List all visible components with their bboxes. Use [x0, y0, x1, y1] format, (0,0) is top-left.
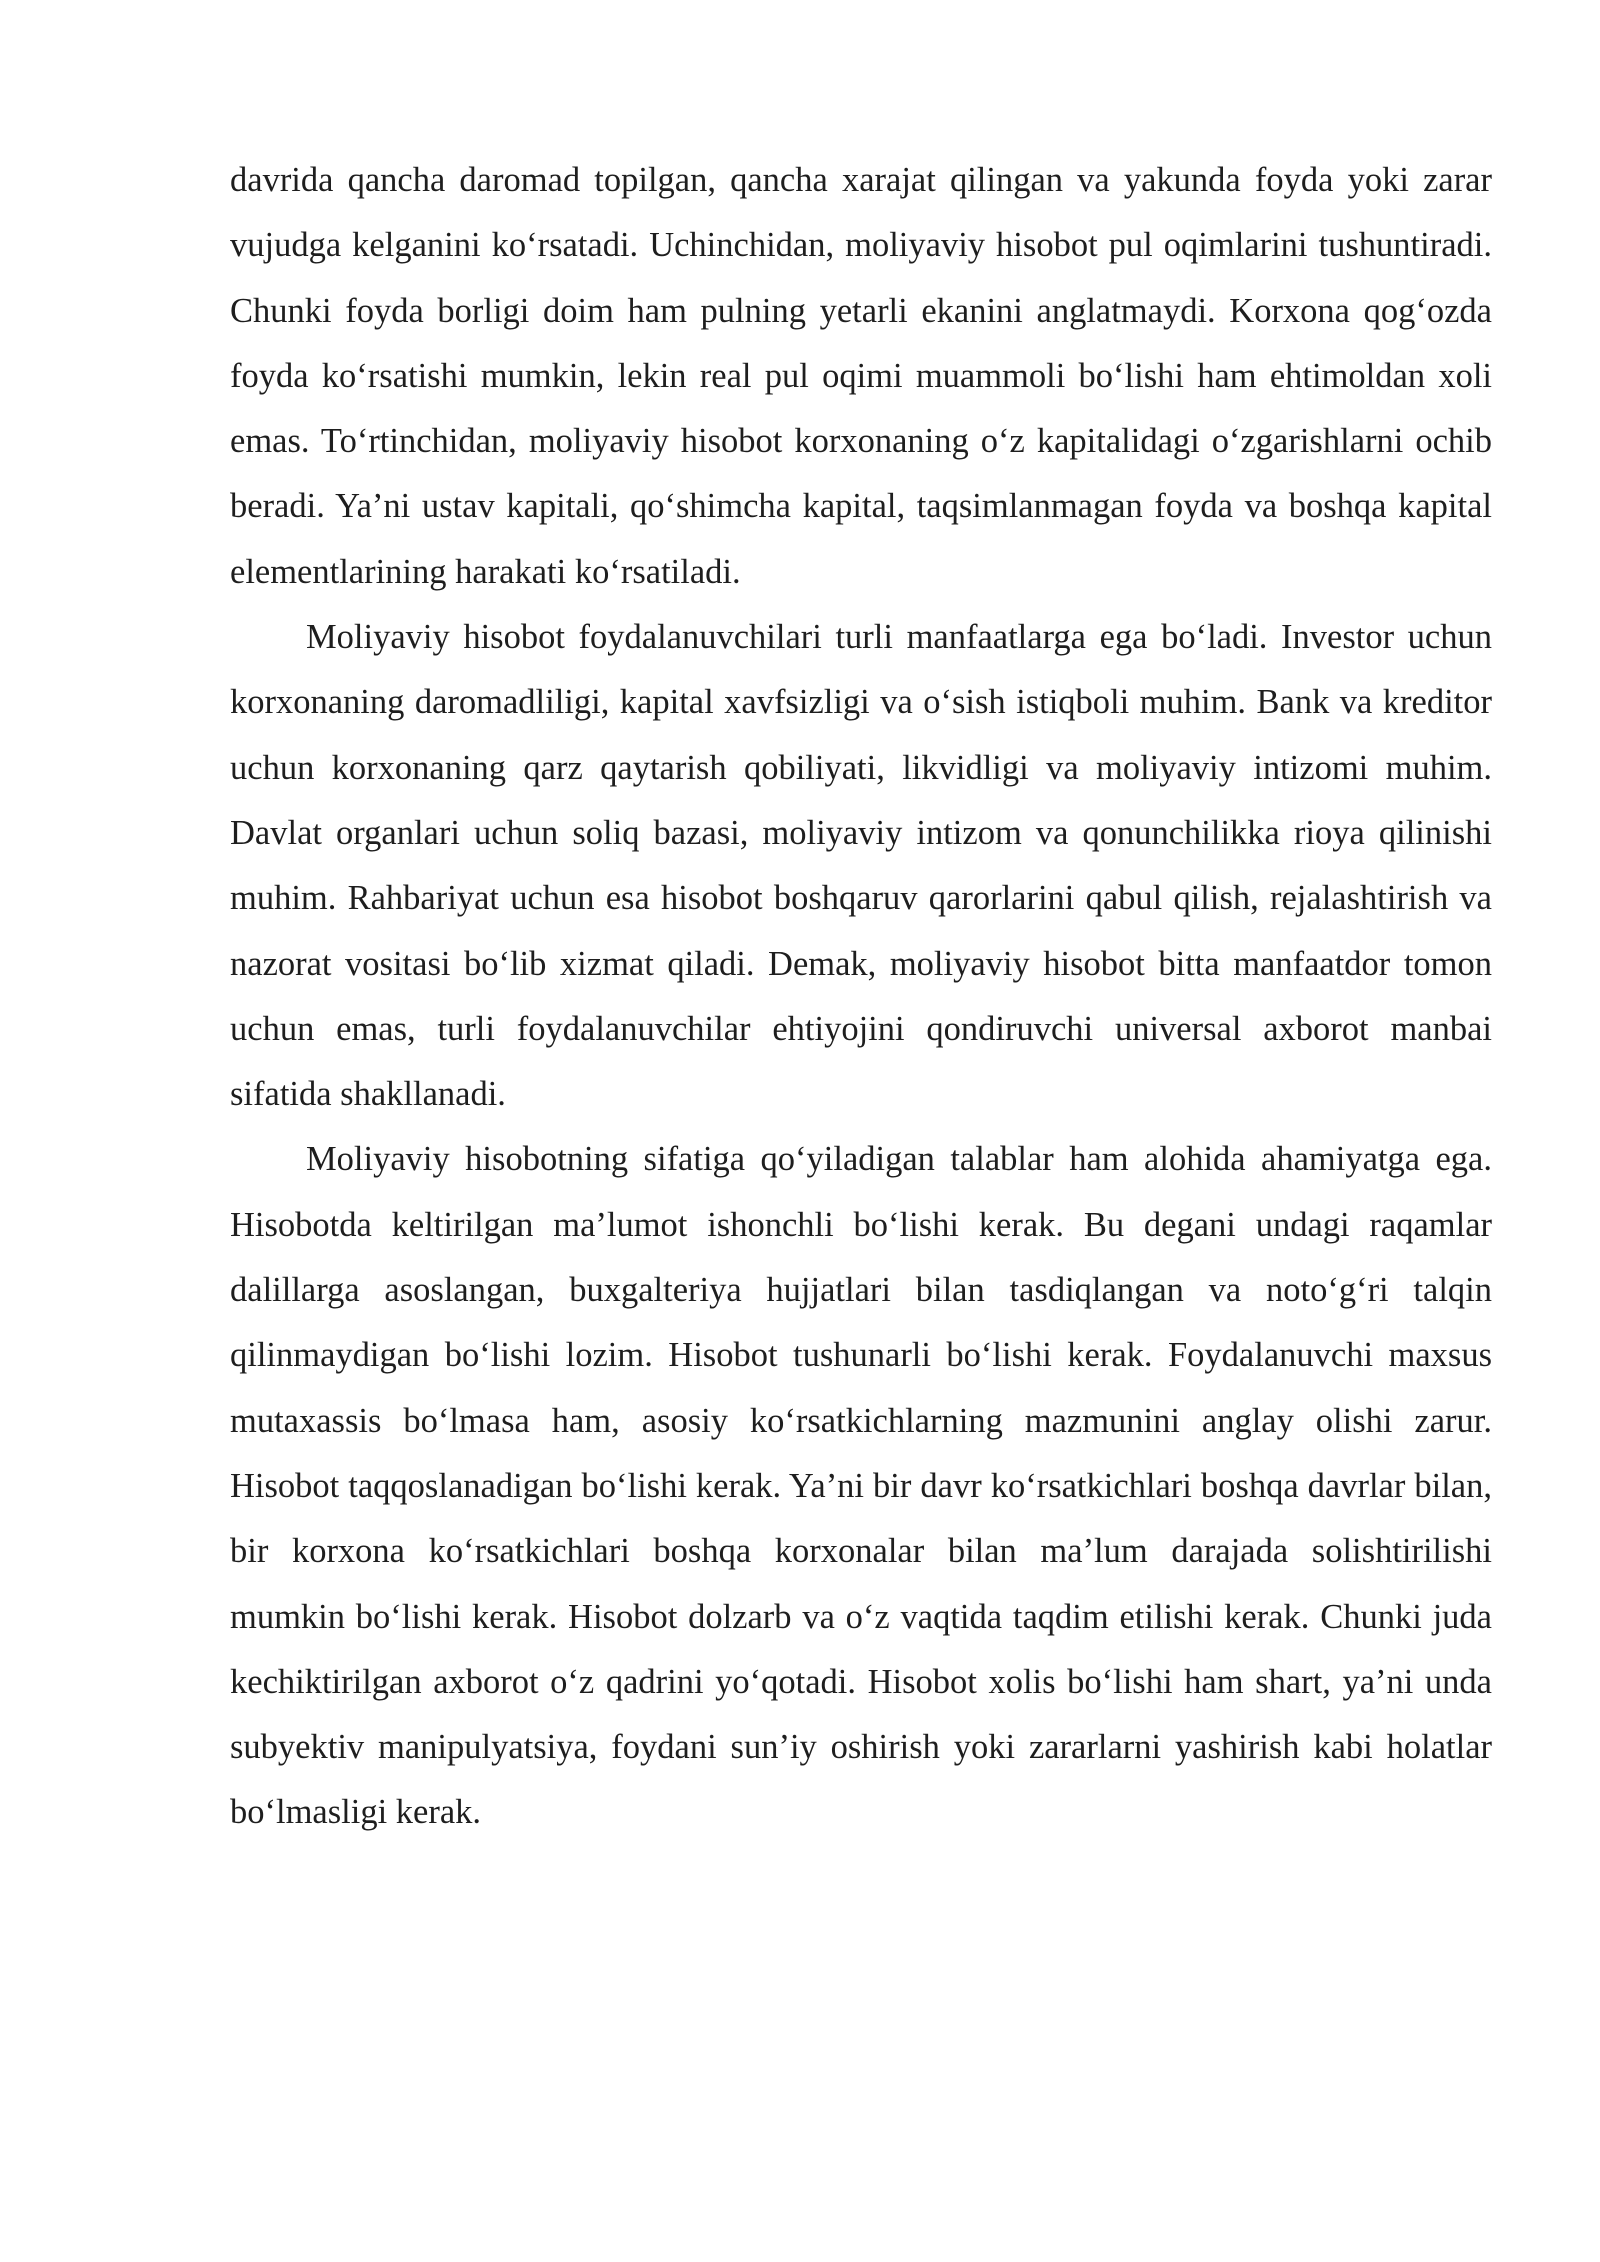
- body-text: [230, 148, 1492, 1846]
- paragraph-continuation: davrida qancha daromad topilgan, qancha xarajat qilingan va yakunda foyda yoki zarar vujudga kelganini ko‘rsatadi. Uchinchidan, moliyaviy hisobot pul oqimlarini tushuntiradi. Chunki foyda borligi doim ham pulning yetarli ekanini anglatmaydi. Korxona qog‘ozda foyda ko‘rsatishi mumkin, lekin real pul oqimi muammoli bo‘lishi ham ehtimoldan xoli emas. To‘rtinchidan, moliyaviy hisobot korxonaning o‘z kapitalidagi o‘zgarishlarni ochib beradi. Ya’ni ustav kapitali, qo‘shimcha kapital, taqsimlanmagan foyda va boshqa kapital elementlarining harakati ko‘rsatiladi.: [230, 161, 1492, 591]
- paragraph-quality-requirements: Moliyaviy hisobotning sifatiga qo‘yiladigan talablar ham alohida ahamiyatga ega. Hisobotda keltirilgan ma’lumot ishonchli bo‘lishi kerak. Bu degani undagi raqamlar dalillarga asoslangan, buxgalteriya hujjatlari bilan tasdiqlangan va noto‘g‘ri talqin qilinmaydigan bo‘lishi lozim. Hisobot tushunarli bo‘lishi kerak. Foydalanuvchi maxsus mutaxassis bo‘lmasa ham, asosiy ko‘rsatkichlarning mazmunini anglay olishi zarur. Hisobot taqqoslanadigan bo‘lishi kerak. Ya’ni bir davr ko‘rsatkichlari boshqa davrlar bilan, bir korxona ko‘rsatkichlari boshqa korxonalar bilan ma’lum darajada solishtirilishi mumkin bo‘lishi kerak. Hisobot dolzarb va o‘z vaqtida taqdim etilishi kerak. Chunki juda kechiktirilgan axborot o‘z qadrini yo‘qotadi. Hisobot xolis bo‘lishi ham shart, ya’ni unda subyektiv manipulyatsiya, foydani sun’iy oshirish yoki zararlarni yashirish kabi holatlar bo‘lmasligi kerak.: [230, 1140, 1492, 1832]
- paragraph-users: Moliyaviy hisobot foydalanuvchilari turli manfaatlarga ega bo‘ladi. Investor uchun korxonaning daromadliligi, kapital xavfsizligi va o‘sish istiqboli muhim. Bank va kreditor uchun korxonaning qarz qaytarish qobiliyati, likvidligi va moliyaviy intizomi muhim. Davlat organlari uchun soliq bazasi, moliyaviy intizom va qonunchilikka rioya qilinishi muhim. Rahbariyat uchun esa hisobot boshqaruv qarorlarini qabul qilish, rejalashtirish va nazorat vositasi bo‘lib xizmat qiladi. Demak, moliyaviy hisobot bitta manfaatdor tomon uchun emas, turli foydalanuvchilar ehtiyojini qondiruvchi universal axborot manbai sifatida shakllanadi.: [230, 618, 1492, 1114]
